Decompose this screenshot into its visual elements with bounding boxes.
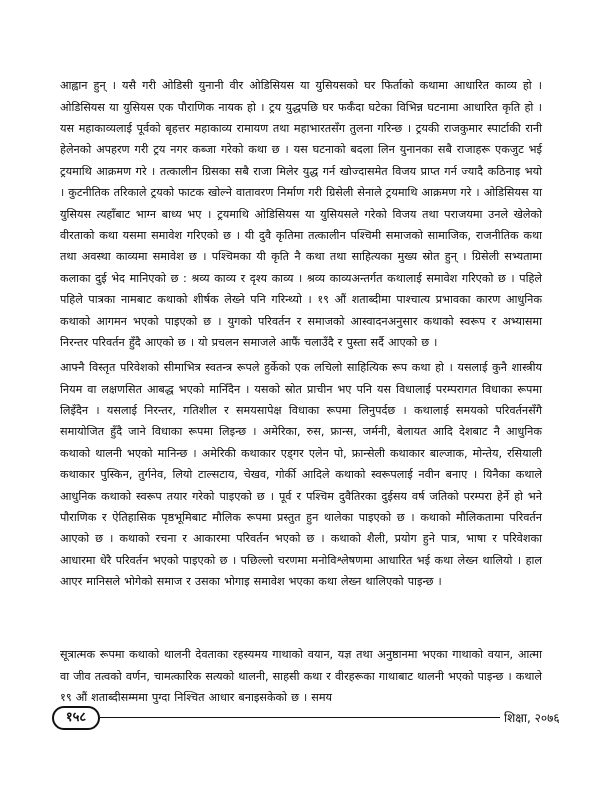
journal-title: शिक्षा, २०७६ <box>504 711 560 725</box>
body-paragraph-1: आह्वान हुन् । यसै गरी ओडिसी युनानी वीर ओडिसियस या युसियसको घर फिर्ताको कथामा आधारित काव्य हो । ओडिसियस या युसियस एक पौराणिक नायक हो । ट्रय युद्धपछि घर फर्कँदा घटेका विभिन्न घटनामा आधारित कृति हो । यस महाकाव्यलाई पूर्वको बृहत्तर महाकाव्य रामायण तथा महाभारतसँग तुलना गरिन्छ । ट्रयकी राजकुमार स्पार्टाकी रानी हेलेनको अपहरण गरी ट्रय नगर कब्जा गरेको कथा छ । यस घटनाको बदला लिन युनानका सबै राजाहरू एकजुट भई ट्रयमाथि आक्रमण गरे । तत्कालीन ग्रिसका सबै राजा मिलेर युद्ध गर्न खोज्दासमेत विजय प्राप्त गर्न ज्यादै कठिनाइ भयो । कुटनीतिक तरिकाले ट्रयको फाटक खोल्ने वातावरण निर्माण गरी ग्रिसेली सेनाले ट्रयमाथि आक्रमण गरे । ओडिसियस या युसियस त्यहाँबाट भाग्न बाध्य भए । ट्रयमाथि ओडिसियस या युसियसले गरेको विजय तथा पराजयमा उनले खेलेको वीरताको कथा यसमा समावेश गरिएको छ । यी दुवै कृतिमा तत्कालीन पश्चिमी समाजको सामाजिक, राजनीतिक कथा तथा अवस्था काव्यमा समावेश छ । पश्चिमका यी कृति नै कथा तथा साहित्यका मुख्य स्रोत हुन् । ग्रिसेली सभ्यतामा कलाका दुई भेद मानिएको छ : श्रव्य काव्य र दृश्य काव्य । श्रव्य काव्यअन्तर्गत कथालाई समावेश गरिएको छ । पहिले पहिले पात्रका नामबाट कथाको शीर्षक लेख्ने पनि गरिन्थ्यो । १९ औं शताब्दीमा पाश्चात्य प्रभावका कारण आधुनिक कथाको आगमन भएको पाइएको छ । युगको परिवर्तन र समाजको आस्वादनअनुसार कथाको स्वरूप र अभ्यासमा निरन्तर परिवर्तन हुँदै आएको छ । यो प्रचलन समाजले आफैं चलाउँदै र पुस्ता सर्दै आएको छ । <box>60 79 542 350</box>
page-footer <box>52 706 560 732</box>
page-number-badge: १५८ <box>52 706 100 730</box>
body-paragraph-2: आफ्नै विस्तृत परिवेशको सीमाभित्र स्वतन्त्र रूपले हुर्केको एक लचिलो साहित्यिक रूप कथा हो । यसलाई कुनै शास्त्रीय नियम वा लक्षणसित आबद्ध भएको मानिँदैन । यसको स्रोत प्राचीन भए पनि यस विधालाई परम्परागत विधाका रूपमा लिइँदैन । यसलाई निरन्तर, गतिशील र समयसापेक्ष विधाका रूपमा लिनुपर्दछ । कथालाई समयको परिवर्तनसँगै समायोजित हुँदै जाने विधाका रूपमा लिइन्छ । अमेरिका, रुस, फ्रान्स, जर्मनी, बेलायत आदि देशबाट नै आधुनिक कथाको थालनी भएको मानिन्छ । अमेरिकी कथाकार एड्गर एलेन पो, फ्रान्सेली कथाकार बाल्जाक, मोन्तेय, रसियाली कथाकार पुस्किन, तुर्गनेव, लियो टाल्सटाय, चेखव, गोर्की आदिले कथाको स्वरूपलाई नवीन बनाए । यिनैका कथाले आधुनिक कथाको स्वरूप तयार गरेको पाइएको छ । पूर्व र पश्चिम दुवैतिरका दुईसय वर्ष जतिको परम्परा हेर्ने हो भने पौराणिक र ऐतिहासिक पृष्ठभूमिबाट मौलिक रूपमा प्रस्तुत हुन थालेका पाइएको छ । कथाको मौलिकतामा परिवर्तन आएको छ । कथाको रचना र आकारमा परिवर्तन भएको छ । कथाको शैली, प्रयोग हुने पात्र, भाषा र परिवेशका आधारमा धेरै परिवर्तन भएको पाइएको छ । पछिल्लो चरणमा मनोविश्लेषणमा आधारित भई कथा लेख्न थालियो । हाल आएर मानिसले भोगेको समाज र उसका भोगाइ समावेश भएका कथा लेख्न थालिएको पाइन्छ । <box>60 361 542 589</box>
body-paragraph-3: सूत्रात्मक रूपमा कथाको थालनी देवताका रहस्यमय गाथाको वयान, यज्ञ तथा अनुष्ठानमा भएका गाथाको वयान, आत्मा वा जीव तत्वको वर्णन, चामत्कारिक सत्यको थालनी, साहसी कथा र वीरहरूका गाथाबाट थालनी भएको पाइन्छ । कथाले १९ औं शताब्दीसम्ममा पुग्दा निश्चित आधार बनाइसकेको छ । समय <box>60 648 542 704</box>
footer-divider <box>100 717 500 718</box>
